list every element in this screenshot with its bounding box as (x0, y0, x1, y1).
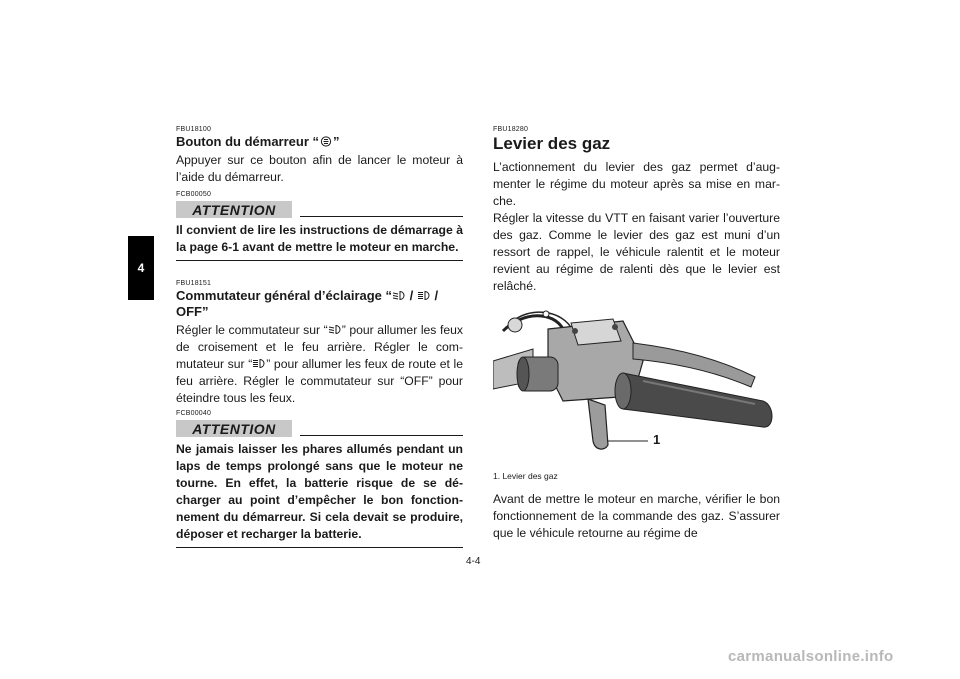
footer-watermark: carmanualsonline.info (728, 648, 894, 665)
page-number: 4-4 (466, 556, 481, 567)
attention-label: ATTENTION (176, 420, 292, 437)
section-code: FBU18280 (493, 126, 529, 133)
figure-callout-number: 1 (653, 432, 661, 447)
right-column (493, 125, 780, 542)
attention-label: ATTENTION (176, 201, 292, 218)
handlebar-drawing (493, 301, 780, 461)
throttle-lever-heading: Levier des gaz (493, 134, 611, 153)
starter-description: Appuyer sur ce bouton afin de lancer le moteur à l’aide du démarreur. (176, 153, 463, 184)
section-code: FBU18100 (176, 126, 212, 133)
attention-text: Ne jamais laisser les phares allumés pendant un laps de temps prolongé sans que le moteur ne tourne. En effet, la batterie risque de se décharger au point d’empêcher le bon fonctionnement du démarreur. Si cela devait se produire, déposer et recharger la batterie. (176, 441, 463, 548)
left-column (176, 125, 463, 548)
section-code: FBU18151 (176, 280, 212, 287)
attention-rule (300, 216, 463, 217)
lights-switch-heading: Commutateur général d’éclairage “ / / OFF” (176, 288, 439, 319)
throttle-lever-illustration (493, 301, 780, 461)
starter-button-heading: Bouton du démarreur “ ” (176, 134, 340, 149)
attention-rule (300, 435, 463, 436)
figure-caption: 1. Levier des gaz (493, 471, 558, 481)
attention-header (176, 420, 463, 437)
high-beam-icon (252, 358, 266, 369)
high-beam-icon (417, 290, 431, 301)
attention-text: Il convient de lire les instructions de démarrage à la page 6-1 avant de mettre le moteur en marche. (176, 222, 463, 261)
low-beam-icon (392, 290, 406, 301)
low-beam-icon (328, 324, 342, 335)
throttle-check-text: Avant de mettre le moteur en marche, vérifier le bon fonctionnement de la commande des gaz. S’assurer que le véhicule retourne au régime de (493, 492, 780, 540)
attention-code: FCB00040 (176, 410, 212, 417)
lights-description: Régler le commutateur sur “ ” pour allumer les feux de croisement et le feu arrière. Régler le commutateur sur “ ” pour allumer les feux de route et le feu arrière. Régler le commutateur sur “OFF” pour éteindre tous les feux. (176, 323, 463, 405)
starter-icon (319, 136, 333, 147)
attention-header (176, 201, 463, 218)
throttle-intro: L’actionnement du levier des gaz permet d’augmenter le régime du moteur après sa mise en marche. (493, 160, 780, 208)
chapter-tab: 4 (128, 236, 154, 300)
throttle-description: Régler la vitesse du VTT en faisant varier l’ouverture des gaz. Comme le levier des gaz est muni d’un ressort de rappel, le véhicule ralentit et le moteur revient au régime de ralenti dès que le levier est relâché. (493, 211, 780, 293)
attention-code: FCB00050 (176, 191, 212, 198)
